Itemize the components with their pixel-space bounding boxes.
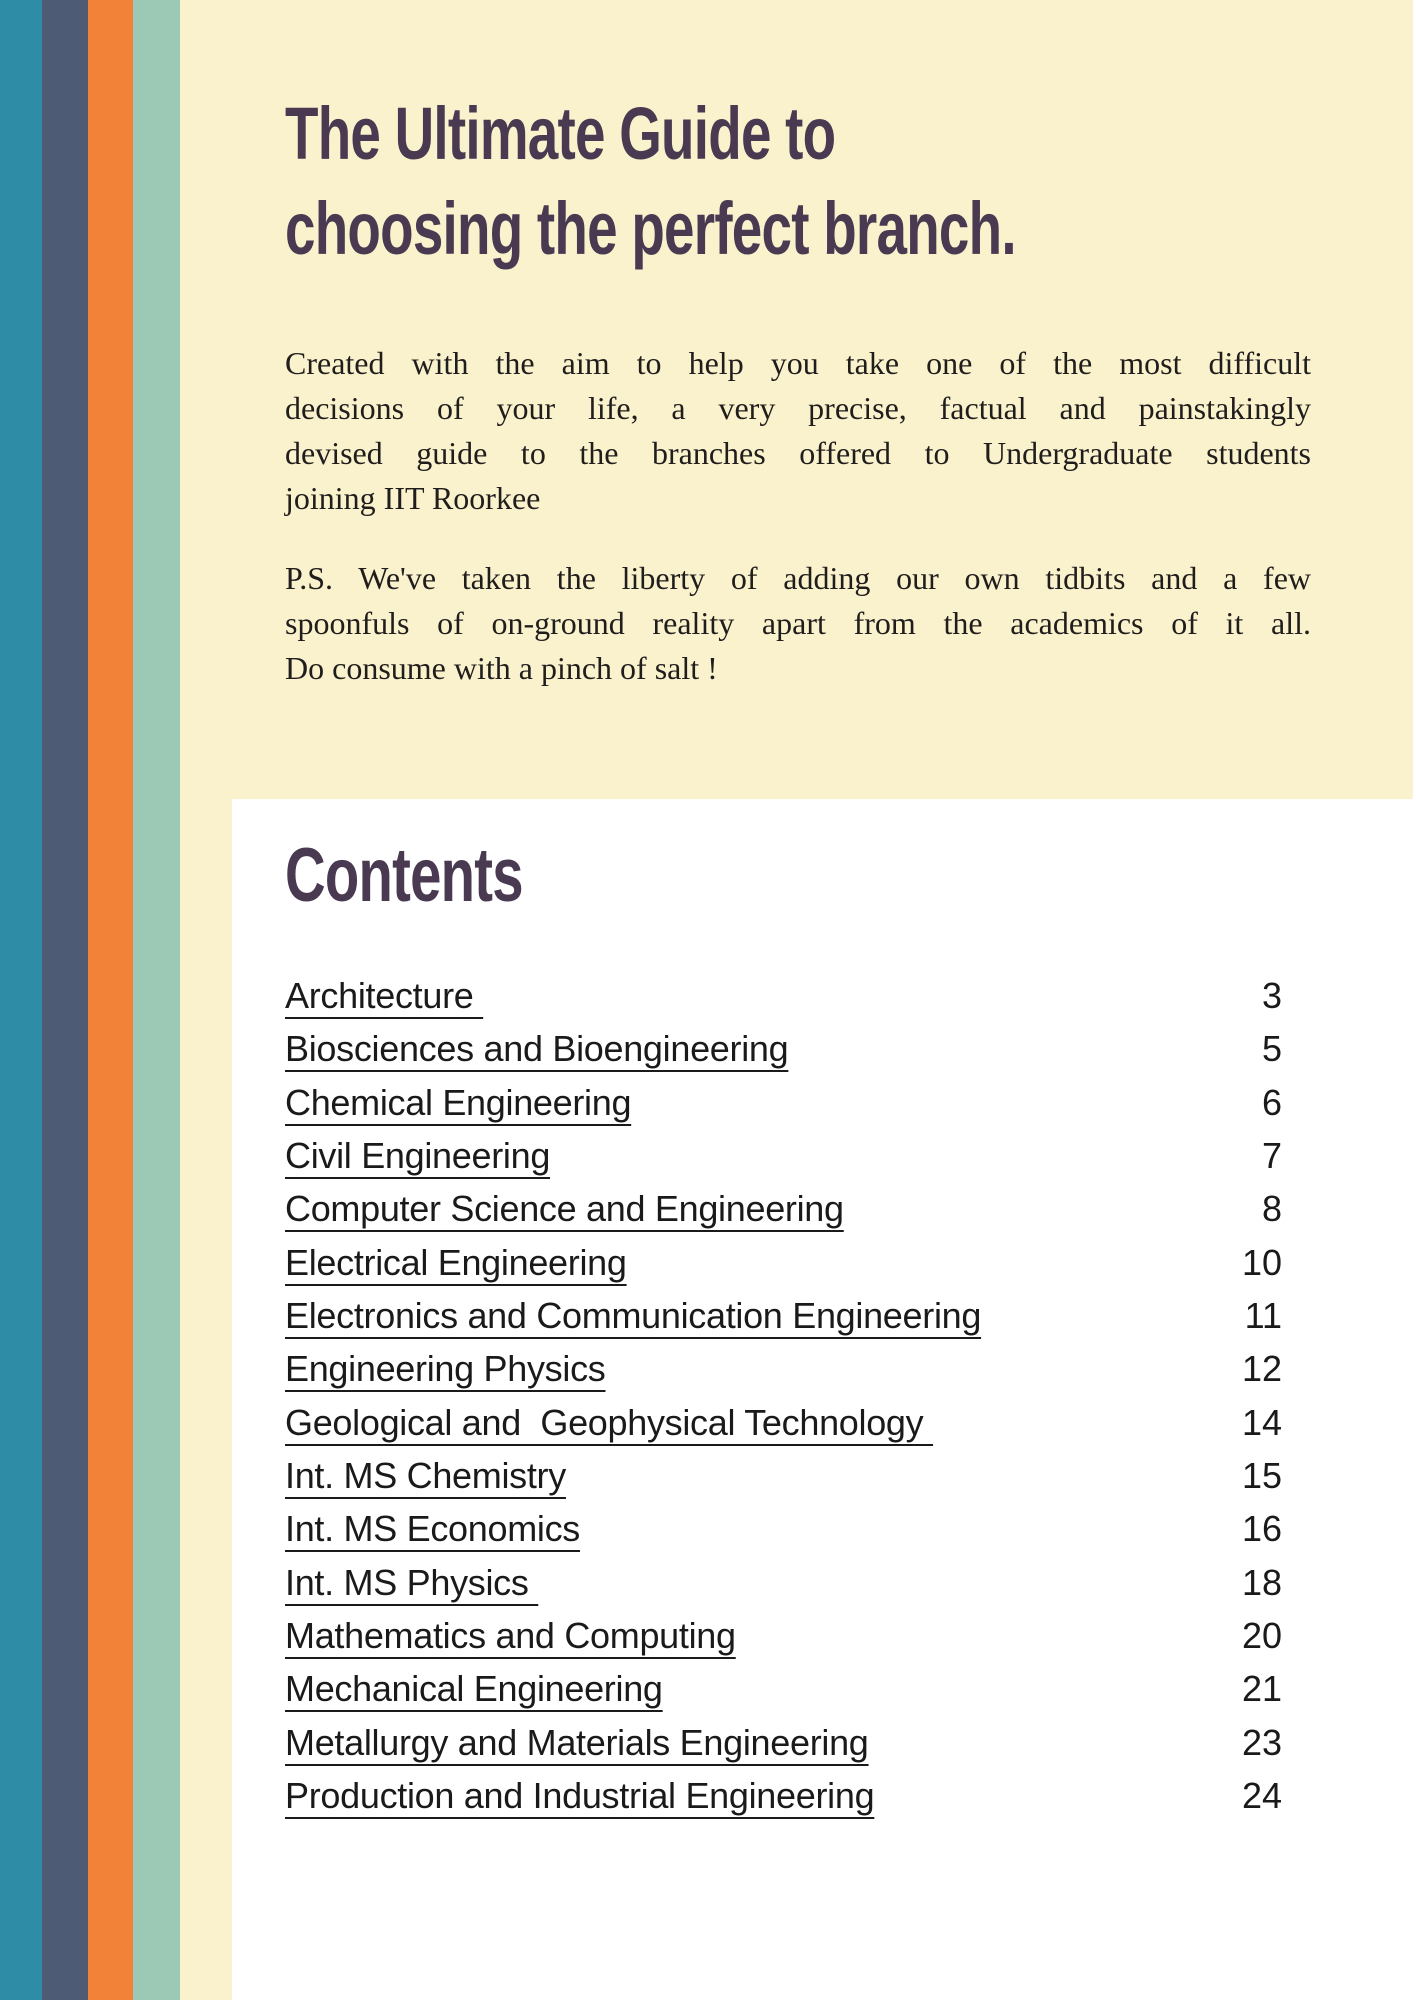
toc-link-mechanical-engineering[interactable]: Mechanical Engineering: [285, 1668, 663, 1710]
toc-link-engineering-physics[interactable]: Engineering Physics: [285, 1348, 606, 1390]
toc-row: [285, 1769, 1282, 1822]
toc-row: [285, 1289, 1282, 1342]
postscript-paragraph-line-3: Do consume with a pinch of salt !: [285, 650, 718, 686]
intro-paragraph-line-1: Created with the aim to help you take one of the most difficult: [285, 345, 1311, 381]
postscript-paragraph-line-2: spoonfuls of on-ground reality apart from the academics of it all.: [285, 605, 1311, 641]
toc-link-int-ms-economics[interactable]: Int. MS Economics: [285, 1508, 580, 1550]
toc-link-production-and-industrial-engineering[interactable]: Production and Industrial Engineering: [285, 1775, 875, 1817]
toc-link-int-ms-physics[interactable]: Int. MS Physics: [285, 1561, 539, 1603]
intro-paragraph: [285, 341, 1311, 521]
page-title-line-2: choosing the perfect branch.: [285, 187, 1016, 270]
toc-row: [285, 1076, 1282, 1129]
toc-page-number: 18: [1241, 1561, 1282, 1603]
toc-row: [285, 1716, 1282, 1769]
toc-row: [285, 1556, 1282, 1609]
toc-link-mathematics-and-computing[interactable]: Mathematics and Computing: [285, 1615, 736, 1657]
toc-page-number: 8: [1261, 1188, 1282, 1230]
stripe-orange: [88, 0, 133, 2000]
toc-page-number: 14: [1241, 1401, 1282, 1443]
toc-page-number: 23: [1241, 1721, 1282, 1763]
toc-row: [285, 1022, 1282, 1075]
intro-paragraph-line-4: joining IIT Roorkee: [285, 480, 541, 516]
toc-link-architecture[interactable]: Architecture: [285, 975, 484, 1016]
toc-page-number: 20: [1241, 1615, 1282, 1657]
toc-page-number: 7: [1261, 1135, 1282, 1177]
toc-link-electrical-engineering[interactable]: Electrical Engineering: [285, 1241, 627, 1283]
toc-link-chemical-engineering[interactable]: Chemical Engineering: [285, 1081, 632, 1123]
toc-page-number: 24: [1241, 1775, 1282, 1817]
toc-page-number: 6: [1261, 1081, 1282, 1123]
toc-link-geological-and-geophysical-technology[interactable]: Geological and Geophysical Technology: [285, 1401, 934, 1443]
toc-link-metallurgy-and-materials-engineering[interactable]: Metallurgy and Materials Engineering: [285, 1721, 869, 1763]
toc-row: [285, 969, 1282, 1022]
toc-row: [285, 1609, 1282, 1662]
toc-page-number: 5: [1261, 1028, 1282, 1070]
toc-row: [285, 1449, 1282, 1502]
stripe-slate: [42, 0, 88, 2000]
stripe-teal: [0, 0, 42, 2000]
intro-paragraph-line-3: devised guide to the branches offered to Undergraduate students: [285, 435, 1311, 471]
toc-link-electronics-and-communication-engineering[interactable]: Electronics and Communication Engineering: [285, 1295, 982, 1337]
stripe-sage: [133, 0, 180, 2000]
toc-row: [285, 1342, 1282, 1395]
toc-row: [285, 1396, 1282, 1449]
toc-page-number: 10: [1241, 1241, 1282, 1283]
toc-row: [285, 1182, 1282, 1235]
toc-page-number: 16: [1241, 1508, 1282, 1550]
contents-heading: Contents: [285, 833, 523, 918]
toc-page-number: 11: [1244, 1295, 1282, 1337]
toc-page-number: 15: [1241, 1455, 1282, 1497]
toc-link-biosciences-and-bioengineering[interactable]: Biosciences and Bioengineering: [285, 1028, 789, 1070]
toc-page-number: 21: [1241, 1668, 1282, 1710]
toc-row: [285, 1662, 1282, 1715]
toc-page-number: 12: [1241, 1348, 1282, 1390]
postscript-paragraph: [285, 556, 1311, 691]
toc-link-int-ms-chemistry[interactable]: Int. MS Chemistry: [285, 1455, 566, 1497]
toc-page-number: 3: [1261, 975, 1282, 1016]
toc-row: [285, 1502, 1282, 1555]
toc-row: [285, 1129, 1282, 1182]
intro-paragraph-line-2: decisions of your life, a very precise, factual and painstakingly: [285, 390, 1311, 426]
page-title-line-1: The Ultimate Guide to: [285, 92, 836, 175]
page-title: [285, 86, 1247, 276]
toc-link-computer-science-and-engineering[interactable]: Computer Science and Engineering: [285, 1188, 844, 1230]
toc-row: [285, 1236, 1282, 1289]
contents-list: [285, 969, 1282, 1823]
toc-link-civil-engineering[interactable]: Civil Engineering: [285, 1135, 551, 1177]
postscript-paragraph-line-1: P.S. We've taken the liberty of adding our own tidbits and a few: [285, 560, 1311, 596]
